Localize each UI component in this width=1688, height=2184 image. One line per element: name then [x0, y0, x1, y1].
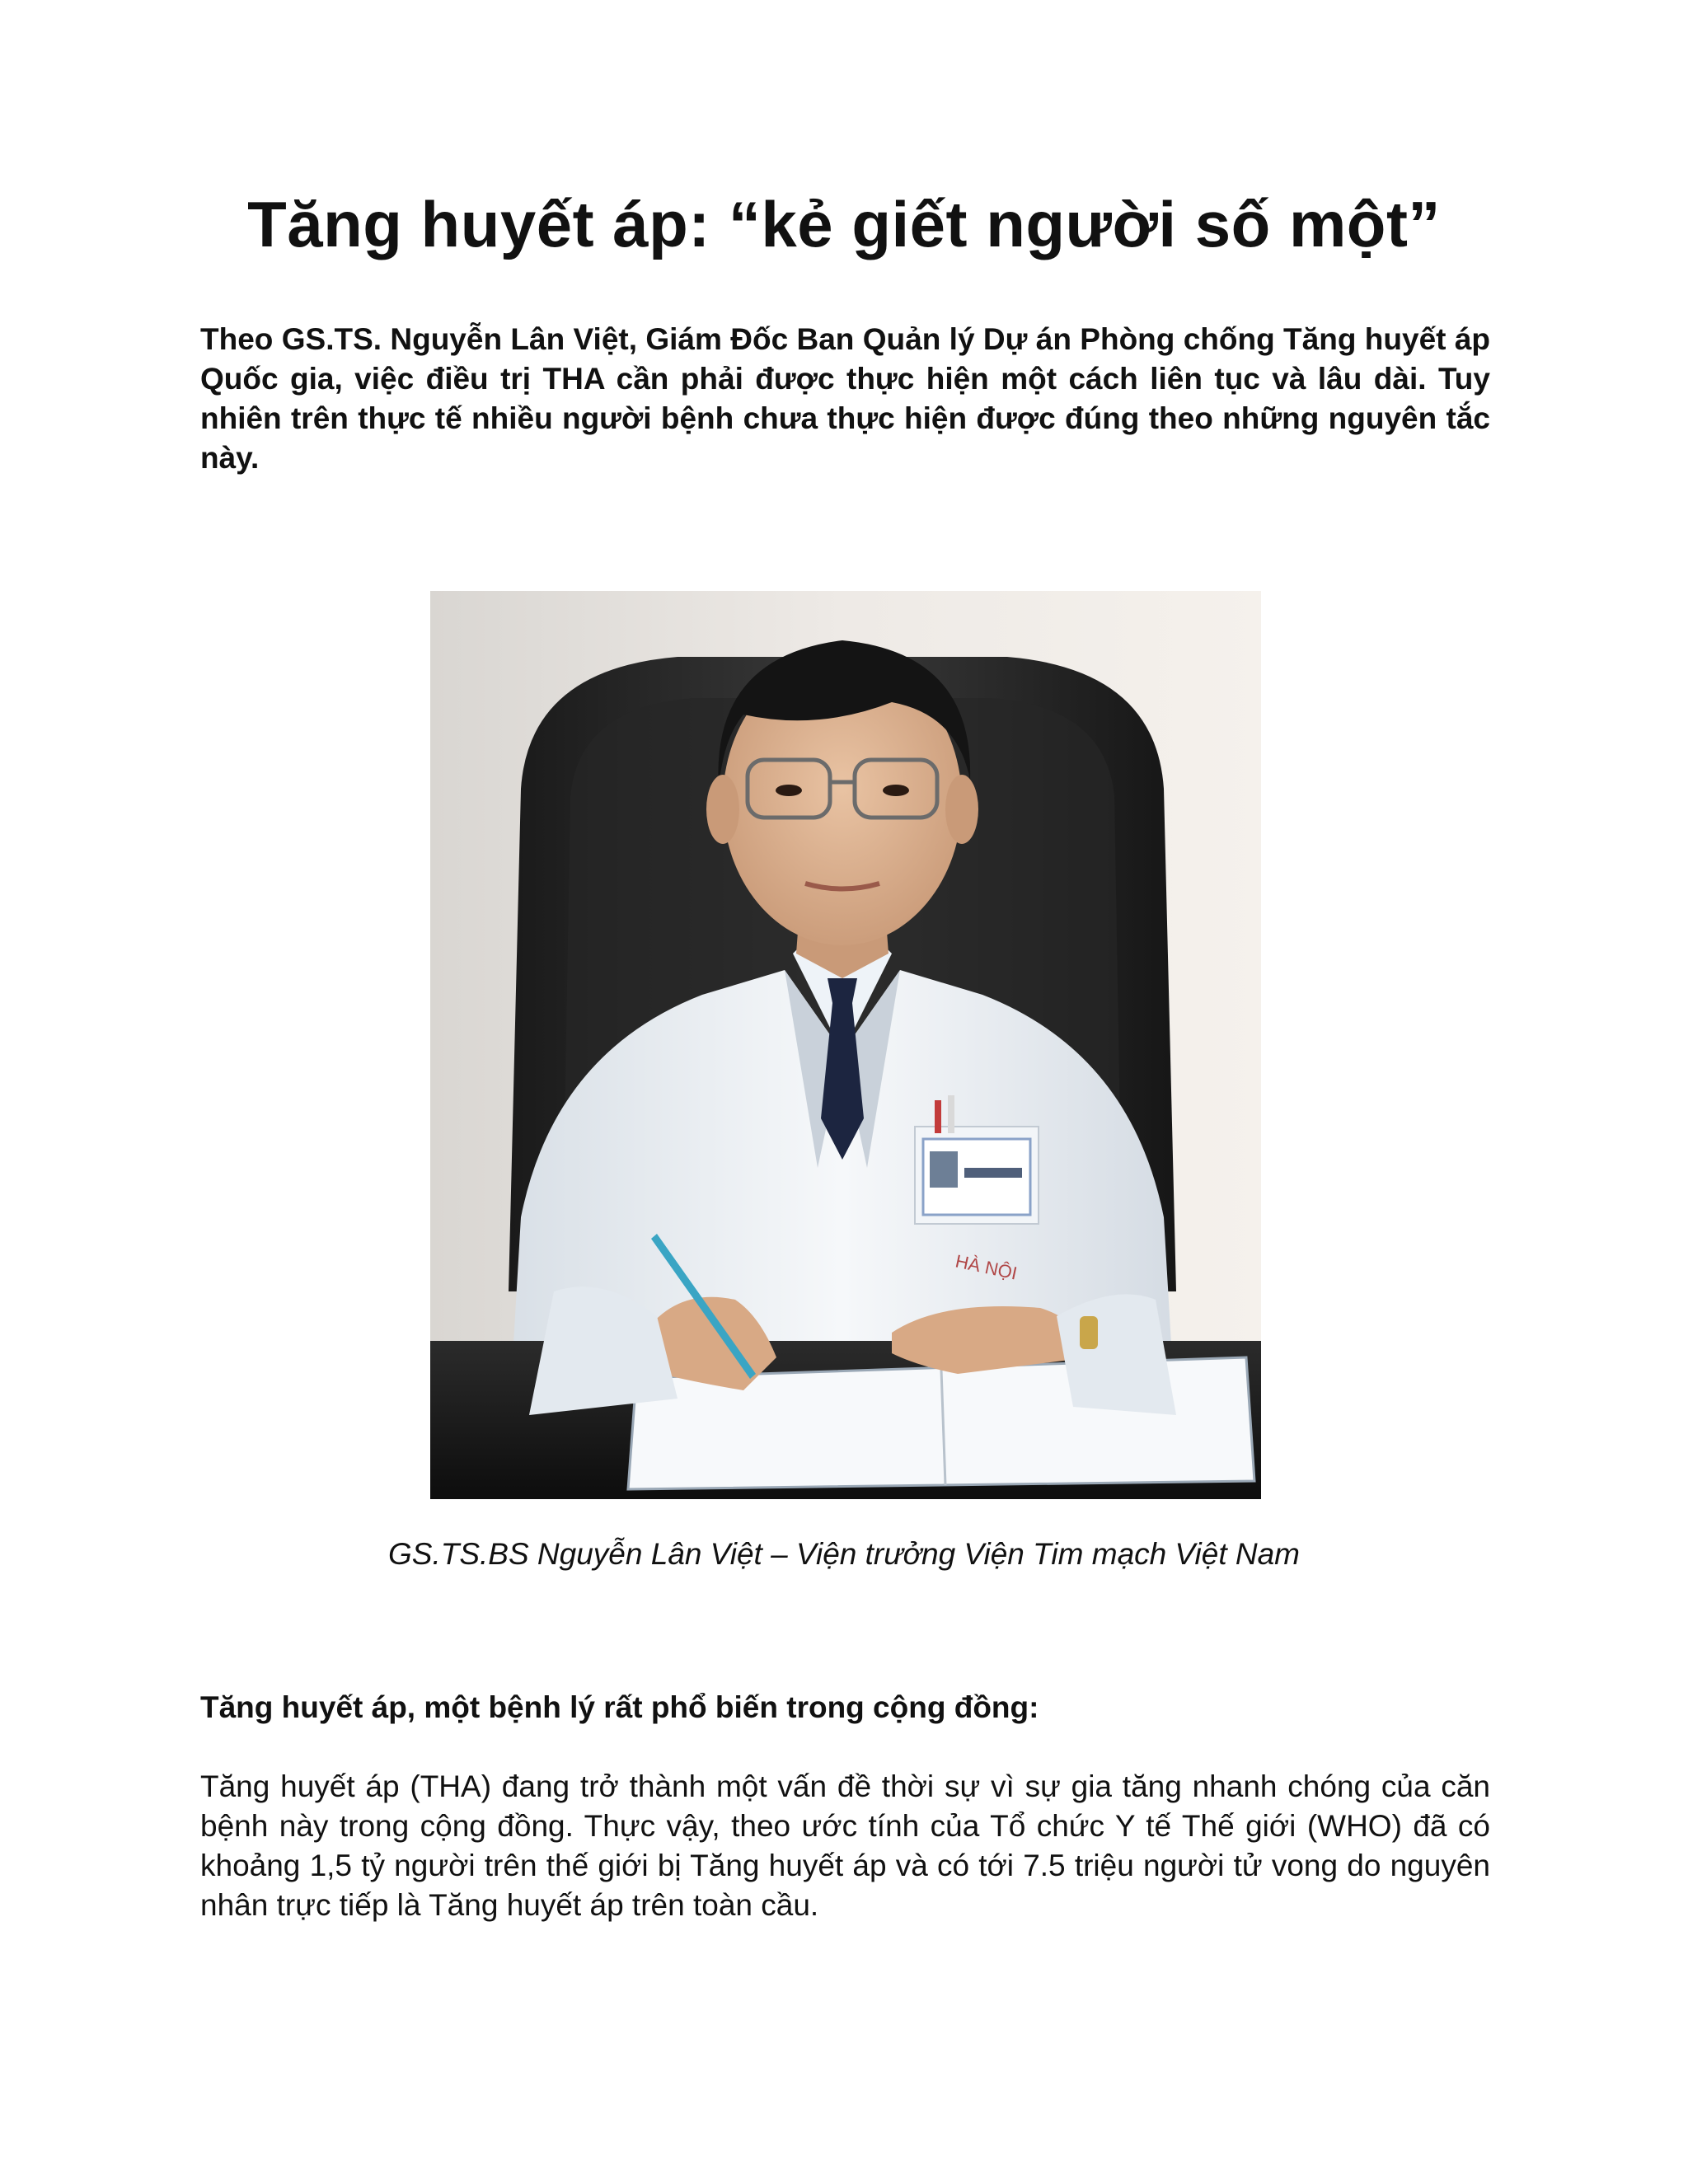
- photo-caption: GS.TS.BS Nguyễn Lân Việt – Viện trưởng Viện Tim mạch Việt Nam: [387, 1537, 1300, 1571]
- article-title: Tăng huyết áp: “kẻ giết người số một”: [247, 188, 1441, 260]
- section-heading: Tăng huyết áp, một bệnh lý rất phổ biến trong cộng đồng:: [200, 1690, 1039, 1724]
- section-body-paragraph: Tăng huyết áp (THA) đang trở thành một vấn đề thời sự vì sự gia tăng nhanh chóng của căn bệnh này trong cộng đồng. Thực vậy, theo ước tính của Tổ chức Y tế Thế giới (WHO) đã có khoảng 1,5 tỷ người trên thế giới bị Tăng huyết áp và có tới 7.5 triệu người tử vong do nguyên nhân trực tiếp là Tăng huyết áp trên toàn cầu.: [200, 1769, 1490, 1922]
- badge-embroidery: HÀ NỘI: [953, 1250, 1020, 1284]
- lead-paragraph: Theo GS.TS. Nguyễn Lân Việt, Giám Đốc Ban Quản lý Dự án Phòng chống Tăng huyết áp Quốc gia, việc điều trị THA cần phải được thực hiện một cách liên tục và lâu dài. Tuy nhiên trên thực tế nhiều người bệnh chưa thực hiện được đúng theo những nguyên tắc này.: [200, 322, 1490, 475]
- doctor-portrait-photo: [430, 591, 1261, 1499]
